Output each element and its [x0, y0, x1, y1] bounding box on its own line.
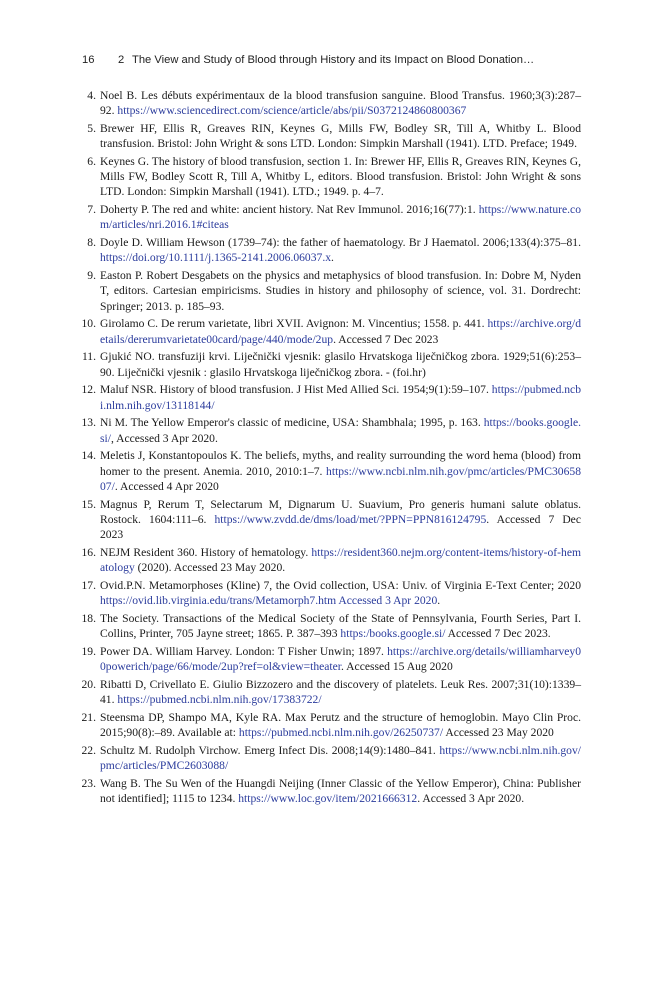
reference-suffix: . Accessed 15 Aug 2020: [341, 660, 453, 674]
reference-item: [81, 448, 581, 494]
reference-text: Gjukić NO. transfuziji krvi. Liječnički vjesnik: glasilo Hrvatskoga liječničkog zbora. 1929;51(6):253–90. Liječnički vjesnik : glasilo Hrvatskoga liječničkog zbora. - (foi.hr): [100, 350, 581, 379]
reference-text: Power DA. William Harvey. London: T Fisher Unwin; 1897.: [100, 644, 388, 658]
reference-text: Easton P. Robert Desgabets on the physics and metaphysics of blood transfusion. In: Dobre M, Nyden T, editors. Cartesian empiricisms. Studies in history and philosophy of science, vol. 31. Dordrecht: Springer; 2013. p. 185–93.: [100, 269, 581, 313]
reference-link[interactable]: https://pubmed.ncbi.nlm.nih.gov/13118144/: [100, 383, 581, 412]
reference-link[interactable]: https://pubmed.ncbi.nlm.nih.gov/26250737/: [238, 726, 444, 740]
reference-text: Doherty P. The red and white: ancient history. Nat Rev Immunol. 2016;16(77):1.: [100, 203, 479, 217]
reference-link[interactable]: https:/books.google.si/: [340, 627, 446, 641]
reference-text: Ovid.P.N. Metamorphoses (Kline) 7, the Ovid collection, USA: Univ. of Virginia E-Text Center; 2020: [100, 578, 581, 592]
reference-number: 20.: [81, 677, 96, 691]
reference-suffix: Accessed 23 May 2020: [443, 726, 554, 740]
reference-link[interactable]: https://ovid.lib.virginia.edu/trans/Metamorph7.htm Accessed 3 Apr 2020: [100, 594, 438, 608]
reference-number: 10.: [81, 317, 96, 331]
reference-text: The Society. Transactions of the Medical Society of the State of Pennsylvania, Fourth Series, Part I. Collins, Printer, 705 Jayne street; 1865. P. 387–393: [100, 611, 581, 641]
reference-item: [81, 677, 581, 707]
reference-number: 18.: [81, 611, 96, 625]
reference-link[interactable]: https://archive.org/details/dererumvarietate00card/page/440/mode/2up: [100, 317, 581, 346]
reference-link[interactable]: https://doi.org/10.1111/j.1365-2141.2006.06037.x: [100, 251, 332, 265]
reference-suffix: .: [331, 251, 334, 265]
reference-link[interactable]: https://www.zvdd.de/dms/load/met/?PPN=PPN816124795: [214, 512, 487, 526]
reference-item: [81, 497, 581, 543]
reference-text: Magnus P, Rerum T, Selectarum M, Dignarum U. Suavium, Pro generis humani salute oblatus. Rostock. 1604:111–6.: [100, 497, 581, 526]
reference-item: [81, 611, 581, 641]
reference-link[interactable]: https://www.loc.gov/item/2021666312: [238, 792, 418, 806]
reference-number: 5.: [87, 122, 96, 135]
reference-text: Brewer HF, Ellis R, Greaves RIN, Keynes G, Mills FW, Bodley SR, Till A, Whitby L. Blood transfusion. Bristol: John Wright & sons LTD. London: Simpkin Marshall (1941). LTD. Preface; 1949.: [100, 122, 581, 151]
reference-link[interactable]: https://archive.org/details/williamharvey00powerich/page/66/mode/2up?ref=ol&view=theater: [100, 644, 581, 674]
reference-item: [87, 88, 581, 118]
reference-text: Maluf NSR. History of blood transfusion. J Hist Med Allied Sci. 1954;9(1):59–107.: [100, 383, 492, 397]
reference-suffix: (2020). Accessed 23 May 2020.: [134, 561, 286, 575]
reference-text: Wang B. The Su Wen of the Huangdi Neijing (Inner Classic of the Yellow Emperor), China: Publisher not identified]; 1115 to 1234.: [100, 776, 581, 806]
reference-number: 16.: [81, 545, 96, 559]
reference-link[interactable]: https://pubmed.ncbi.nlm.nih.gov/17383722/: [117, 693, 322, 707]
reference-list: [81, 88, 581, 809]
reference-item: [81, 316, 581, 346]
reference-item: [81, 776, 581, 806]
reference-item: [87, 121, 581, 151]
reference-suffix: . Accessed 7 Dec 2023: [100, 512, 581, 542]
reference-number: 12.: [81, 383, 96, 397]
chapter-number: 2: [118, 54, 125, 66]
reference-number: 8.: [87, 236, 96, 250]
reference-link[interactable]: https://www.nature.com/articles/nri.2016.1#citeas: [100, 203, 581, 232]
reference-item: [81, 743, 581, 773]
reference-number: 19.: [81, 644, 96, 658]
reference-text: Steensma DP, Shampo MA, Kyle RA. Max Perutz and the structure of hemoglobin. Mayo Clin Proc. 2015;90(8):–89. Available at:: [100, 710, 581, 740]
reference-item: [87, 268, 581, 314]
reference-text: Girolamo C. De rerum varietate, libri XVII. Avignon: M. Vincentius; 1558. p. 441.: [100, 317, 488, 331]
reference-link[interactable]: https://www.sciencedirect.com/science/article/abs/pii/S0372124860800367: [117, 104, 467, 118]
reference-number: 11.: [81, 350, 96, 364]
reference-item: [87, 202, 581, 232]
reference-item: [81, 415, 581, 445]
reference-item: [81, 710, 581, 740]
reference-suffix: , Accessed 3 Apr 2020.: [110, 431, 218, 445]
reference-number: 14.: [81, 449, 96, 463]
reference-item: [87, 154, 581, 200]
reference-link[interactable]: https://books.google.si/: [100, 416, 581, 445]
page-number: 16: [82, 54, 95, 66]
reference-item: [81, 578, 581, 608]
reference-number: 7.: [87, 203, 96, 217]
reference-number: 21.: [81, 710, 96, 724]
reference-text: Keynes G. The history of blood transfusion, section 1. In: Brewer HF, Ellis R, Greaves RIN, Keynes G, Mills FW, Bodley Scott R, Till A, Whitby L, editors. Blood transfusion. Bristol: John Wright & sons LTD. London: Simpkin Marshall (1941). LTD.; 1949. p. 4–7.: [100, 155, 581, 199]
reference-item: [81, 382, 581, 412]
reference-link[interactable]: https://www.ncbi.nlm.nih.gov/pmc/articles/PMC3065807/: [100, 464, 581, 493]
reference-number: 6.: [87, 155, 96, 168]
reference-suffix: . Accessed 4 Apr 2020: [114, 479, 219, 493]
reference-text: Doyle D. William Hewson (1739–74): the father of haematology. Br J Haematol. 2006;133(4):375–81.: [100, 236, 581, 250]
reference-suffix: . Accessed 3 Apr 2020.: [417, 792, 525, 806]
reference-number: 17.: [81, 578, 96, 592]
reference-number: 22.: [81, 743, 96, 757]
reference-text: NEJM Resident 360. History of hematology.: [100, 545, 312, 559]
reference-item: [81, 644, 581, 674]
reference-suffix: .: [437, 594, 441, 608]
chapter-title: The View and Study of Blood through History and its Impact on Blood Donation…: [132, 54, 535, 66]
reference-text: Meletis J, Konstantopoulos K. The beliefs, myths, and reality surrounding the word hema (blood) from homer to the present. Anemia. 2010, 2010:1–7.: [100, 449, 581, 478]
reference-text: Noel B. Les débuts expérimentaux de la blood transfusion sanguine. Blood Transfus. 1960;3(3):287–92.: [100, 89, 581, 118]
reference-number: 13.: [81, 416, 96, 430]
reference-suffix: . Accessed 7 Dec 2023: [333, 332, 439, 346]
reference-suffix: Accessed 7 Dec 2023.: [445, 627, 551, 641]
reference-link[interactable]: https://resident360.nejm.org/content-items/history-of-hematology: [100, 545, 581, 575]
reference-number: 15.: [81, 497, 96, 511]
reference-item: [87, 235, 581, 265]
reference-text: Ni M. The Yellow Emperor's classic of medicine, USA: Shambhala; 1995, p. 163.: [100, 416, 484, 430]
reference-text: Schultz M. Rudolph Virchow. Emerg Infect Dis. 2008;14(9):1480–841.: [100, 743, 440, 757]
reference-number: 9.: [87, 269, 96, 283]
running-header: [82, 54, 582, 66]
reference-text: Ribatti D, Crivellato E. Giulio Bizzozero and the discovery of platelets. Leuk Res. 2007;31(10):1339–41.: [100, 677, 581, 707]
reference-number: 4.: [87, 89, 96, 102]
reference-item: [81, 545, 581, 575]
reference-number: 23.: [81, 776, 96, 790]
reference-item: [81, 349, 581, 379]
reference-link[interactable]: https://www.ncbi.nlm.nih.gov/pmc/articles/PMC2603088/: [100, 743, 581, 773]
